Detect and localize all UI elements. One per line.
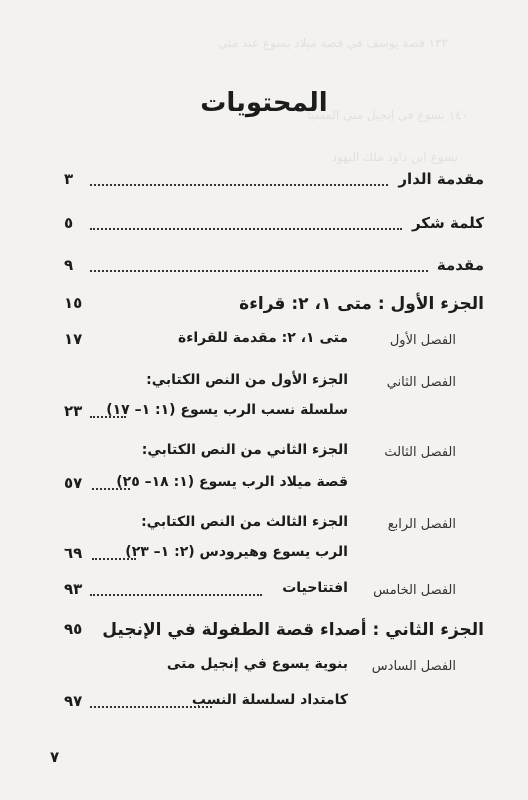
page-ref: ٥٧ (64, 474, 83, 492)
dot-leader (92, 558, 136, 560)
part-label: الجزء الثاني : أصداء قصة الطفولة في الإنجيل (102, 620, 484, 640)
toc-chapter[interactable] (0, 656, 528, 680)
dot-leader (90, 228, 402, 230)
chapter-subtitle: سلسلة نسب الرب يسوع (١: ١– ١٧) (106, 402, 348, 418)
toc-entry[interactable] (0, 170, 528, 194)
bleed-through: ١٤٠ يسوع في إنجيل متى المسيا (307, 108, 468, 122)
page-ref: ١٥ (64, 294, 83, 312)
toc-part-heading[interactable] (0, 620, 528, 644)
toc-entry-label: مقدمة (436, 256, 484, 274)
dot-leader (90, 416, 126, 418)
page-ref: ٦٩ (64, 544, 83, 562)
chapter-number: الفصل الرابع (387, 517, 456, 532)
page-ref: ٥ (64, 214, 74, 232)
chapter-title: افتتاحيات (282, 580, 348, 596)
page-number: ٧ (50, 748, 60, 766)
toc-chapter[interactable] (0, 372, 528, 396)
toc-chapter-subtitle[interactable] (0, 692, 528, 716)
chapter-number: الفصل الثاني (386, 375, 456, 390)
page-ref: ٩٧ (64, 692, 83, 710)
dot-leader (90, 184, 388, 186)
page-ref: ١٧ (64, 330, 83, 348)
toc-chapter-subtitle[interactable] (0, 544, 528, 568)
toc-chapter-subtitle[interactable] (0, 474, 528, 498)
chapter-title: الجزء الثالث من النص الكتابي: (141, 514, 348, 530)
page-ref: ٣ (64, 170, 74, 188)
dot-leader (90, 270, 428, 272)
chapter-number: الفصل السادس (371, 659, 456, 674)
toc-chapter[interactable] (0, 514, 528, 538)
dot-leader (90, 594, 262, 596)
bleed-through: ١٣٢ قصة يوسف في قصة ميلاد يسوع عند متى (218, 36, 448, 50)
chapter-title: متى ١، ٢: مقدمة للقراءة (177, 330, 348, 346)
chapter-number: الفصل الثالث (384, 445, 456, 460)
toc-entry[interactable] (0, 256, 528, 280)
chapter-title: الجزء الأول من النص الكتابي: (146, 372, 348, 388)
chapter-subtitle: كامتداد لسلسلة النسب (191, 692, 348, 708)
chapter-subtitle: قصة ميلاد الرب يسوع (١: ١٨– ٢٥) (116, 474, 348, 490)
toc-entry-label: كلمة شكر (411, 214, 484, 232)
toc-chapter[interactable] (0, 330, 528, 354)
page-ref: ٩٣ (64, 580, 83, 598)
toc-chapter[interactable] (0, 580, 528, 604)
toc-part-heading[interactable] (0, 294, 528, 318)
page-ref: ٩ (64, 256, 74, 274)
chapter-number: الفصل الخامس (373, 583, 456, 598)
chapter-subtitle: الرب يسوع وهيرودس (٢: ١– ٢٣) (125, 544, 348, 560)
toc-chapter[interactable] (0, 442, 528, 466)
dot-leader (92, 488, 130, 490)
bleed-through: يسوع ابن داود ملك اليهود (331, 150, 458, 164)
chapter-number: الفصل الأول (389, 333, 456, 348)
chapter-title: الجزء الثاني من النص الكتابي: (141, 442, 348, 458)
page-ref: ٢٣ (64, 402, 83, 420)
chapter-title: بنوية يسوع في إنجيل متى (166, 656, 348, 672)
dot-leader (90, 706, 212, 708)
page-ref: ٩٥ (64, 620, 83, 638)
part-label: الجزء الأول : متى ١، ٢: قراءة (239, 294, 484, 314)
toc-entry-label: مقدمة الدار (398, 170, 484, 188)
toc-entry[interactable] (0, 214, 528, 238)
toc-chapter-subtitle[interactable] (0, 402, 528, 426)
page-title: المحتويات (200, 88, 328, 118)
